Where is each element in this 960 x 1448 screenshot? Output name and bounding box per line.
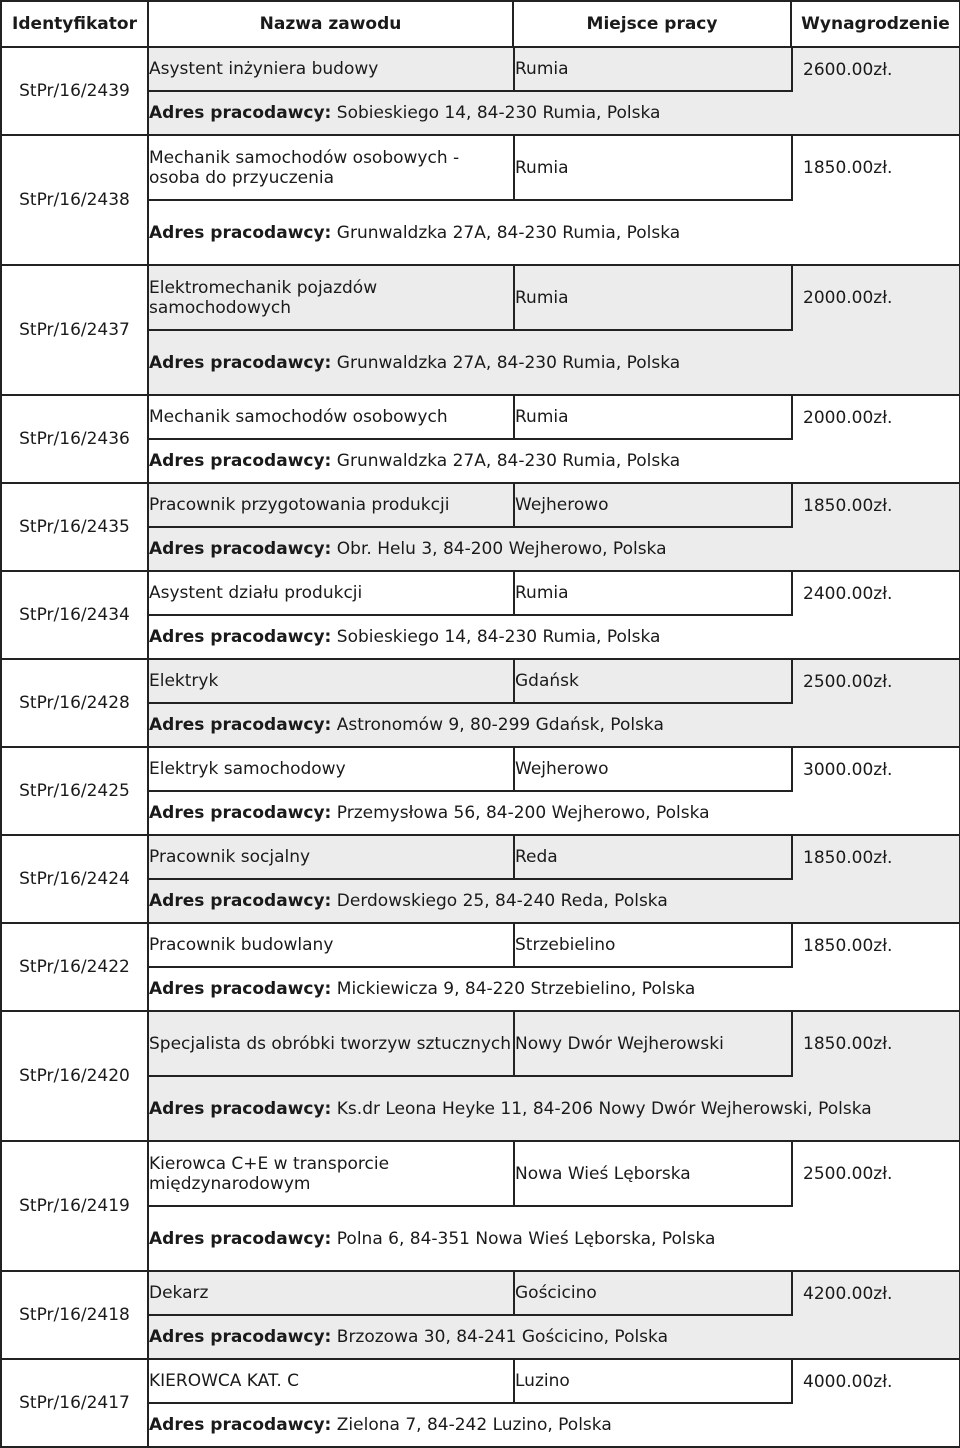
job-details: [148, 571, 960, 659]
employer-address-line: [149, 1076, 959, 1140]
address-label: Adres pracodawcy:: [149, 1327, 332, 1347]
address-label: Adres pracodawcy:: [149, 352, 332, 373]
employer-address: Sobieskiego 14, 84-230 Rumia, Polska: [336, 627, 661, 647]
job-details: [148, 923, 960, 1011]
job-title: Dekarz: [149, 1272, 514, 1315]
job-details: [148, 835, 960, 923]
address-label: Adres pracodawcy:: [149, 803, 332, 823]
job-salary: 2500.00zł.: [803, 671, 893, 692]
employer-address: Brzozowa 30, 84-241 Gościcino, Polska: [336, 1327, 669, 1347]
employer-address: Obr. Helu 3, 84-200 Wejherowo, Polska: [336, 539, 667, 559]
job-salary: 4000.00zł.: [803, 1371, 893, 1392]
job-id: StPr/16/2436: [1, 395, 148, 483]
job-salary: 1850.00zł.: [803, 495, 893, 516]
address-label: Adres pracodawcy:: [149, 891, 332, 911]
employer-address-line: [149, 1315, 959, 1358]
table-row: [1, 659, 960, 747]
table-row: [1, 47, 960, 135]
job-id: StPr/16/2425: [1, 747, 148, 835]
employer-address: Grunwaldzka 27A, 84-230 Rumia, Polska: [336, 451, 681, 471]
employer-address-line: [149, 1206, 959, 1270]
table-row: [1, 483, 960, 571]
employer-address-line: [149, 703, 959, 746]
job-details: [148, 265, 960, 395]
employer-address: Mickiewicza 9, 84-220 Strzebielino, Polska: [336, 979, 696, 999]
job-title: KIEROWCA KAT. C: [149, 1360, 514, 1403]
job-details: [148, 1011, 960, 1141]
header-id: Identyfikator: [1, 1, 148, 47]
employer-address: Przemysłowa 56, 84-200 Wejherowo, Polska: [336, 803, 710, 823]
table-row: [1, 571, 960, 659]
header-name: Nazwa zawodu: [148, 1, 513, 47]
employer-address-line: [149, 967, 959, 1010]
address-label: Adres pracodawcy:: [149, 222, 332, 243]
address-label: Adres pracodawcy:: [149, 715, 332, 735]
employer-address: Polna 6, 84-351 Nowa Wieś Lęborska, Polska: [336, 1228, 716, 1249]
table-row: [1, 135, 960, 265]
table-row: [1, 1011, 960, 1141]
job-id: StPr/16/2437: [1, 265, 148, 395]
job-place: Wejherowo: [514, 748, 792, 791]
job-salary: 1850.00zł.: [803, 158, 893, 178]
header-salary: Wynagrodzenie: [791, 1, 960, 47]
job-details: [148, 1359, 960, 1447]
job-title: Kierowca C+E w transporcie międzynarodowym: [149, 1142, 514, 1206]
job-id: StPr/16/2418: [1, 1271, 148, 1359]
address-label: Adres pracodawcy:: [149, 1098, 332, 1119]
employer-address: Derdowskiego 25, 84-240 Reda, Polska: [336, 891, 668, 911]
table-row: [1, 923, 960, 1011]
job-place: Luzino: [514, 1360, 792, 1403]
table-header-row: [1, 1, 960, 47]
job-id: StPr/16/2438: [1, 135, 148, 265]
employer-address-line: [149, 439, 959, 482]
table-row: [1, 265, 960, 395]
employer-address: Zielona 7, 84-242 Luzino, Polska: [336, 1415, 612, 1435]
job-title: Asystent działu produkcji: [149, 572, 514, 615]
job-place: Rumia: [514, 48, 792, 91]
employer-address: Grunwaldzka 27A, 84-230 Rumia, Polska: [336, 352, 681, 373]
job-title: Pracownik przygotowania produkcji: [149, 484, 514, 527]
table-row: [1, 835, 960, 923]
job-salary: 1850.00zł.: [803, 1034, 893, 1054]
job-title: Elektromechanik pojazdów samochodowych: [149, 266, 514, 330]
job-id: StPr/16/2417: [1, 1359, 148, 1447]
job-place: Wejherowo: [514, 484, 792, 527]
job-details: [148, 47, 960, 135]
job-title: Specjalista ds obróbki tworzyw sztucznych: [149, 1012, 514, 1076]
table-row: [1, 1141, 960, 1271]
job-salary: 2600.00zł.: [803, 59, 893, 80]
job-place: Reda: [514, 836, 792, 879]
job-place: Nowy Dwór Wejherowski: [514, 1012, 792, 1076]
employer-address-line: [149, 791, 959, 834]
job-salary: 2000.00zł.: [803, 407, 893, 428]
job-salary: 1850.00zł.: [803, 847, 893, 868]
employer-address: Ks.dr Leona Heyke 11, 84-206 Nowy Dwór Wejherowski, Polska: [336, 1098, 872, 1119]
employer-address-line: [149, 879, 959, 922]
job-place: Gdańsk: [514, 660, 792, 703]
job-title: Mechanik samochodów osobowych - osoba do przyuczenia: [149, 136, 514, 200]
employer-address: Sobieskiego 14, 84-230 Rumia, Polska: [336, 103, 661, 123]
employer-address: Astronomów 9, 80-299 Gdańsk, Polska: [336, 715, 664, 735]
job-details: [148, 135, 960, 265]
job-salary: 1850.00zł.: [803, 935, 893, 956]
job-id: StPr/16/2419: [1, 1141, 148, 1271]
job-id: StPr/16/2428: [1, 659, 148, 747]
job-id: StPr/16/2439: [1, 47, 148, 135]
address-label: Adres pracodawcy:: [149, 1228, 332, 1249]
job-details: [148, 395, 960, 483]
job-id: StPr/16/2434: [1, 571, 148, 659]
employer-address-line: [149, 91, 959, 134]
job-details: [148, 659, 960, 747]
address-label: Adres pracodawcy:: [149, 539, 332, 559]
job-details: [148, 1271, 960, 1359]
job-place: Strzebielino: [514, 924, 792, 967]
employer-address: Grunwaldzka 27A, 84-230 Rumia, Polska: [336, 222, 681, 243]
job-id: StPr/16/2435: [1, 483, 148, 571]
job-salary: 3000.00zł.: [803, 759, 893, 780]
job-salary: 4200.00zł.: [803, 1283, 893, 1304]
job-salary: 2400.00zł.: [803, 583, 893, 604]
job-id: StPr/16/2424: [1, 835, 148, 923]
job-details: [148, 1141, 960, 1271]
job-title: Elektryk samochodowy: [149, 748, 514, 791]
address-label: Adres pracodawcy:: [149, 103, 332, 123]
address-label: Adres pracodawcy:: [149, 979, 332, 999]
job-place: Nowa Wieś Lęborska: [514, 1142, 792, 1206]
employer-address-line: [149, 1403, 959, 1446]
table-row: [1, 747, 960, 835]
job-place: Rumia: [514, 572, 792, 615]
address-label: Adres pracodawcy:: [149, 1415, 332, 1435]
job-place: Gościcino: [514, 1272, 792, 1315]
header-place: Miejsce pracy: [513, 1, 791, 47]
job-place: Rumia: [514, 136, 792, 200]
job-title: Asystent inżyniera budowy: [149, 48, 514, 91]
employer-address-line: [149, 200, 959, 264]
employer-address-line: [149, 615, 959, 658]
job-id: StPr/16/2422: [1, 923, 148, 1011]
table-row: [1, 1359, 960, 1447]
address-label: Adres pracodawcy:: [149, 627, 332, 647]
employer-address-line: [149, 330, 959, 394]
job-title: Pracownik budowlany: [149, 924, 514, 967]
job-title: Elektryk: [149, 660, 514, 703]
job-details: [148, 747, 960, 835]
job-salary: 2000.00zł.: [803, 288, 893, 308]
job-place: Rumia: [514, 266, 792, 330]
job-title: Mechanik samochodów osobowych: [149, 396, 514, 439]
job-salary: 2500.00zł.: [803, 1164, 893, 1184]
job-title: Pracownik socjalny: [149, 836, 514, 879]
job-id: StPr/16/2420: [1, 1011, 148, 1141]
table-row: [1, 395, 960, 483]
job-place: Rumia: [514, 396, 792, 439]
table-body: [1, 47, 960, 1447]
job-details: [148, 483, 960, 571]
address-label: Adres pracodawcy:: [149, 451, 332, 471]
table-row: [1, 1271, 960, 1359]
employer-address-line: [149, 527, 959, 570]
